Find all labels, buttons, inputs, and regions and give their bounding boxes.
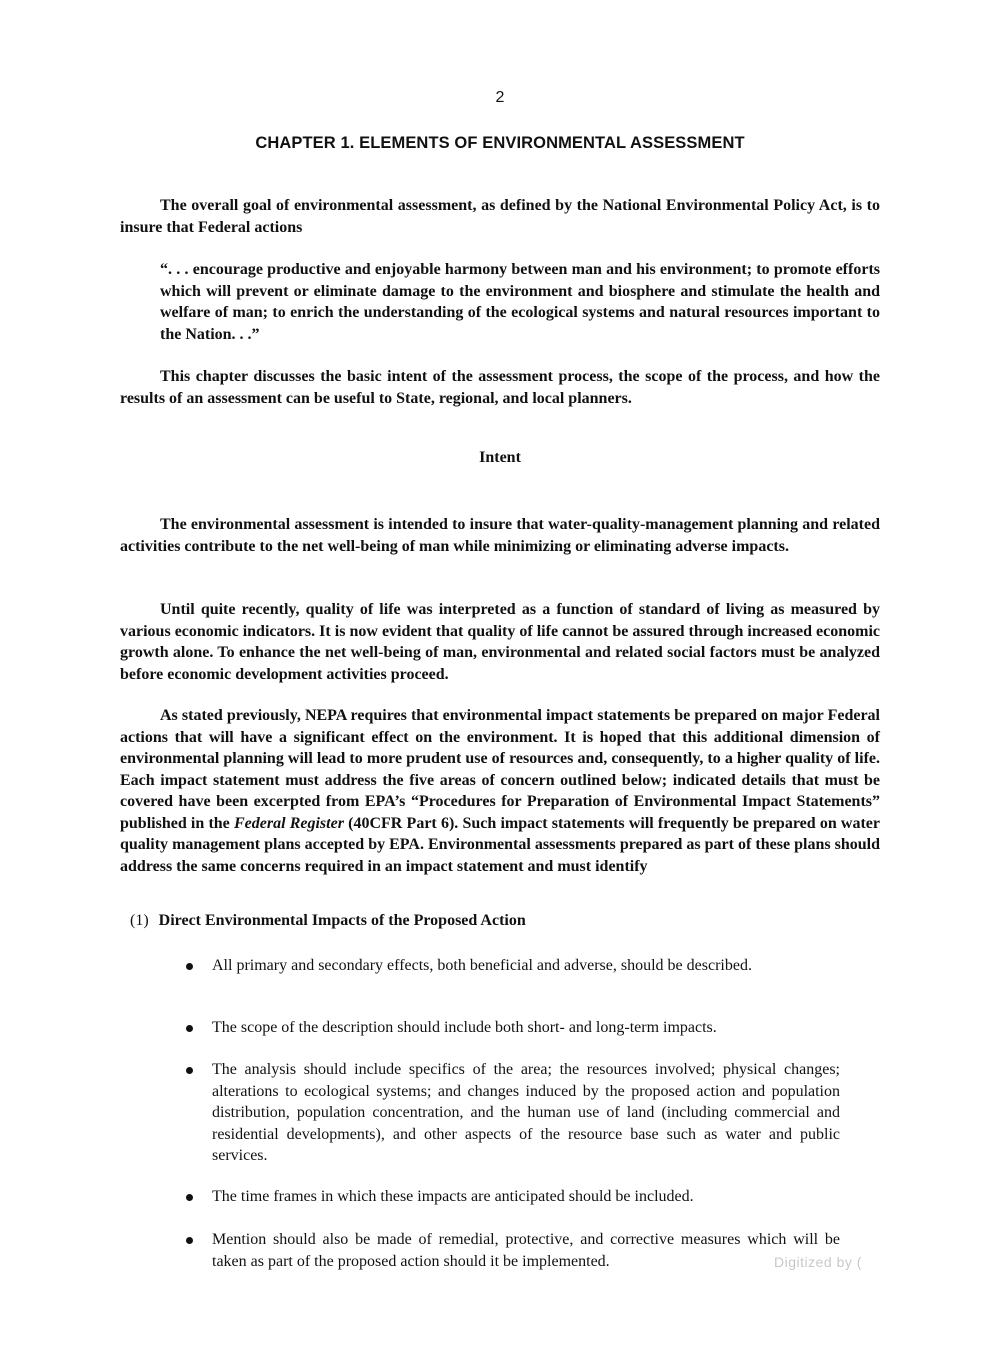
list-item-title: Direct Environmental Impacts of the Proposed Action bbox=[158, 912, 526, 929]
bullet-icon bbox=[186, 963, 193, 970]
bullet-item bbox=[180, 1186, 840, 1208]
bullet-item bbox=[180, 1059, 840, 1167]
bullet-icon bbox=[186, 1194, 193, 1201]
digitized-watermark: Digitized by ( bbox=[774, 1254, 862, 1270]
bullet-item bbox=[180, 955, 840, 977]
section-heading-intent: Intent bbox=[479, 449, 521, 466]
bullet-text: The scope of the description should include both short- and long-term impacts. bbox=[212, 1019, 717, 1036]
list-item-heading bbox=[130, 912, 526, 930]
federal-register-title: Federal Register bbox=[233, 814, 344, 832]
nepa-paragraph bbox=[120, 705, 880, 877]
intent-paragraph: The environmental assessment is intended to insure that water-quality-management planning and related activities contribute to the net well-being of man while minimizing or eliminating adverse impacts. bbox=[120, 516, 880, 555]
bullet-icon bbox=[186, 1067, 193, 1074]
list-item-number: (1) bbox=[130, 912, 149, 929]
bullet-text: Mention should also be made of remedial, protective, and corrective measures which will be taken as part of the proposed action should it be implemented. bbox=[212, 1231, 840, 1270]
bullet-icon bbox=[186, 1237, 193, 1244]
intro-paragraph: The overall goal of environmental assessment, as defined by the National Environmental Policy Act, is to insure that Federal actions bbox=[120, 197, 880, 236]
block-quote: “. . . encourage productive and enjoyable harmony between man and his environment; to promote efforts which will prevent or eliminate damage to the environment and biosphere and stimulate the health and welfare of man; to enrich the understanding of the ecological systems and natural resources important to the Nation. . .” bbox=[160, 261, 880, 343]
bullet-item bbox=[180, 1017, 840, 1039]
chapter-title: CHAPTER 1. ELEMENTS OF ENVIRONMENTAL ASSESSMENT bbox=[255, 134, 745, 152]
quality-of-life-paragraph: Until quite recently, quality of life was interpreted as a function of standard of living as measured by various economic indicators. It is now evident that quality of life cannot be assured through increased economic growth alone. To enhance the net well-being of man, environmental and related social factors must be analyzed before economic development activities proceed. bbox=[120, 601, 880, 683]
chapter-summary-paragraph: This chapter discusses the basic intent of the assessment process, the scope of the process, and how the results of an assessment can be useful to State, regional, and local planners. bbox=[120, 368, 880, 407]
page-number: 2 bbox=[495, 89, 505, 106]
bullet-text: The analysis should include specifics of the area; the resources involved; physical changes; alterations to ecological systems; and changes induced by the proposed action and population distribution, population concentration, and the human use of land (including commercial and residential developments), and other aspects of the resource base such as water and public services. bbox=[212, 1061, 840, 1164]
bullet-item bbox=[180, 1229, 840, 1272]
nepa-text-part1: As stated previously, NEPA requires that environmental impact statements be prepared on major Federal actions that will have a significant effect on the environment. It is hoped that this additional dimension of environmental planning will lead to more prudent use of resources and, consequently, to a higher quality of life. Each impact statement must address the five areas of concern outlined below; indicated details that must be covered have been excerpted from EPA’s “Procedures for Preparation of Environmental Impact Statements” published in the bbox=[120, 707, 880, 832]
nepa-text-part2: (40CFR Part 6). Such impact statements will frequently be prepared on water quality management plans accepted by EPA. Environmental assessments prepared as part of these plans should address the same concerns required in an impact statement and must identify bbox=[120, 814, 880, 875]
bullet-icon bbox=[186, 1025, 193, 1032]
bullet-text: All primary and secondary effects, both beneficial and adverse, should be described. bbox=[212, 957, 752, 974]
bullet-text: The time frames in which these impacts are anticipated should be included. bbox=[212, 1188, 694, 1205]
